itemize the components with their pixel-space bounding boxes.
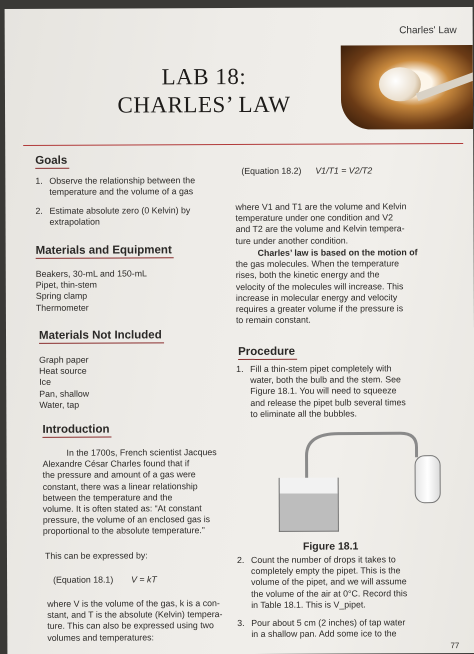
figure-caption: Figure 18.1: [302, 540, 359, 553]
step-line: to eliminate all the bubbles.: [250, 408, 357, 419]
equation-18-1: V = kT: [131, 574, 157, 585]
goal-line: extrapolation: [49, 216, 100, 228]
page-number: 77: [450, 641, 460, 651]
intro-line: the pressure and amount of a gas were: [42, 469, 196, 481]
where-line: where V1 and T1 are the volume and Kelvin: [235, 201, 407, 213]
equation-18-2: V1/T1 = V2/T2: [315, 165, 373, 176]
introduction-paragraph: [43, 447, 239, 537]
lab-title: [109, 64, 299, 119]
goal-number: 1.: [35, 175, 43, 186]
law-line: velocity of the molecules will increase. This: [235, 280, 404, 292]
goal-number: 2.: [35, 205, 43, 216]
equation-18-2-label: (Equation 18.2): [241, 165, 302, 176]
material-item: Thermometer: [35, 302, 89, 313]
step-line: in a shallow pan. Add some ice to the: [251, 628, 397, 640]
law-line: Charles’ law is based on the motion of: [257, 247, 418, 258]
step-number: 3.: [237, 617, 245, 629]
equation-explanation: [47, 598, 222, 644]
explanation-line: stant, and T is the absolute (Kelvin) tempera-: [47, 609, 223, 621]
procedure-step-2: [251, 554, 441, 611]
textbook-page: [5, 7, 474, 654]
intro-line: constant, there was a linear relationship: [42, 480, 198, 492]
intro-line: In the 1700s, French scientist Jacques: [66, 447, 217, 458]
materials-heading: Materials and Equipment: [35, 244, 172, 257]
material-item: Beakers, 30-mL and 150-mL: [35, 268, 147, 279]
intro-line: proportional to the absolute temperature.”: [42, 525, 205, 537]
procedure-step-3: [251, 617, 441, 640]
intro-line: volume. It is often stated as: “At constant: [42, 503, 202, 514]
law-line: rises, both the kinetic energy and the: [235, 269, 380, 281]
introduction-heading: Introduction: [42, 423, 110, 436]
lab-title-number: LAB 18:: [161, 63, 247, 90]
not-included-list: [39, 355, 89, 411]
goal-item: [49, 175, 195, 198]
not-included-item: Heat source: [39, 365, 87, 377]
intro-line: Alexandre César Charles found that if: [42, 458, 190, 470]
material-item: Spring clamp: [35, 291, 88, 302]
where-line: and T2 are the volume and Kelvin tempera-: [235, 223, 405, 235]
law-line: requires a greater volume if the pressure is: [235, 303, 404, 315]
step-line: Figure 18.1. You will need to squeeze: [250, 385, 397, 397]
goal-line: temperature and the volume of a gas: [49, 186, 194, 198]
step-line: Pour about 5 cm (2 inches) of tap water: [251, 617, 406, 628]
goal-line: Observe the relationship between the: [49, 175, 196, 186]
expressed-by-text: This can be expressed by:: [44, 550, 148, 561]
explanation-line: where V is the volume of the gas, k is a con-: [47, 598, 220, 609]
where-line: temperature under one condition and V2: [235, 212, 394, 224]
step-number: 2.: [236, 554, 245, 566]
step-line: the volume of the air at 0°C. Record this: [251, 587, 408, 599]
goal-line: Estimate absolute zero (0 Kelvin) by: [49, 205, 191, 216]
goals-heading: Goals: [35, 154, 68, 167]
goal-item: [49, 205, 190, 228]
step-number: 1.: [236, 363, 244, 375]
equation-18-2-explanation: [235, 201, 435, 247]
intro-line: pressure, the volume of an enclosed gas is: [42, 514, 211, 526]
pipet-stem-image: [416, 69, 473, 101]
step-line: in Table 18.1. This is V_pipet.: [251, 599, 366, 610]
not-included-heading: Materials Not Included: [38, 329, 162, 342]
not-included-item: Ice: [39, 377, 51, 388]
material-item: Pipet, thin-stem: [35, 279, 97, 291]
lab-title-name: CHARLES’ LAW: [117, 91, 291, 118]
materials-list: [36, 268, 147, 313]
not-included-item: Graph paper: [39, 354, 89, 365]
pipet-photo: [341, 45, 473, 130]
not-included-item: Water, tap: [39, 399, 80, 410]
procedure-heading: Procedure: [238, 345, 296, 359]
step-line: Fill a thin-stem pipet completely with: [250, 363, 392, 374]
procedure-step-1: [250, 363, 440, 420]
explanation-line: volumes and temperatures:: [47, 631, 154, 643]
step-line: volume of the pipet, and we will assume: [251, 576, 407, 588]
step-line: and release the pipet bulb several times: [250, 396, 406, 408]
step-line: completely empty the pipet. This is the: [251, 565, 401, 577]
pipet-bulb-drawing: [415, 455, 441, 503]
where-line: ture under another condition.: [235, 235, 349, 246]
equation-18-1-label: (Equation 18.1): [53, 574, 114, 585]
step-line: water, both the bulb and the stem. See: [250, 374, 401, 386]
title-divider: [23, 143, 463, 146]
running-head: Charles' Law: [399, 25, 457, 37]
intro-line: between the temperature and the: [42, 492, 173, 503]
charles-law-paragraph: [236, 247, 441, 326]
not-included-item: Pan, shallow: [39, 388, 90, 399]
pipet-bulb-image: [379, 67, 421, 101]
step-line: Count the number of drops it takes to: [250, 554, 396, 565]
law-line: increase in molecular energy and velocity: [235, 292, 398, 303]
explanation-line: ture. This can also be expressed using two: [47, 620, 214, 632]
law-line: the gas molecules. When the temperature: [235, 258, 400, 270]
beaker-drawing: [279, 478, 339, 532]
law-line: to remain constant.: [235, 314, 311, 326]
